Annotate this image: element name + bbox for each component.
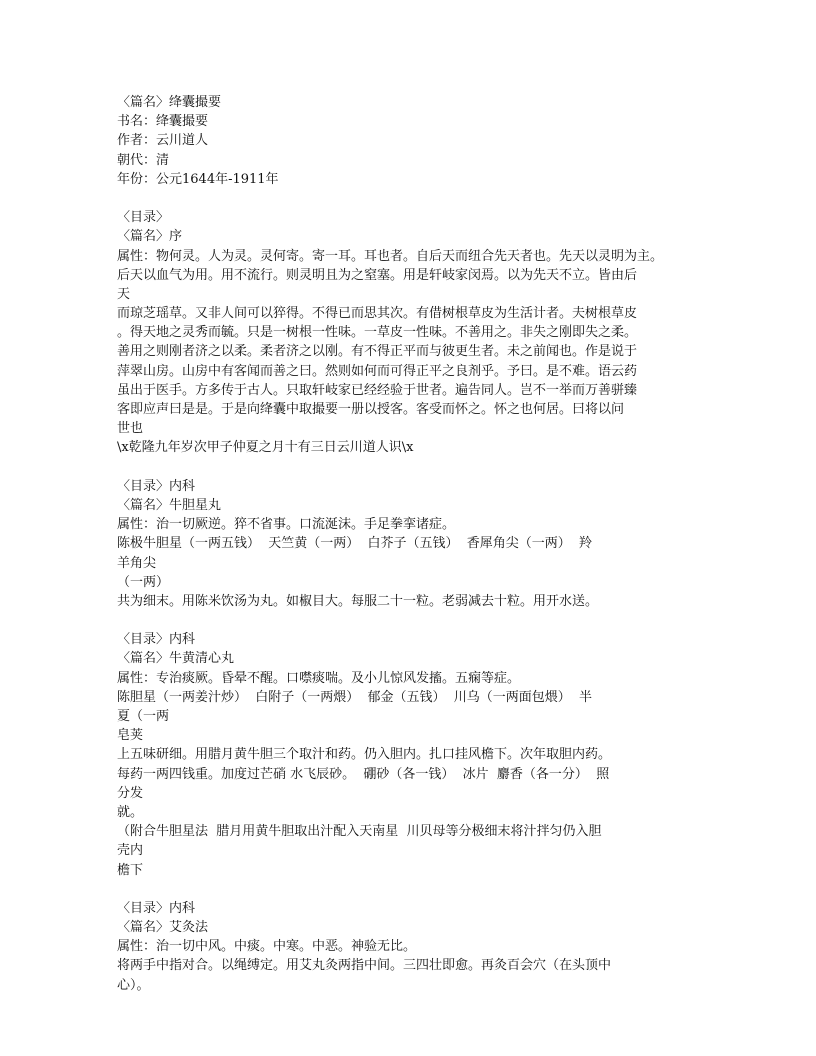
text-line: 夏（一两 bbox=[117, 709, 170, 724]
text-line: 属性：治一切中风。中痰。中寒。中恶。神验无比。 bbox=[117, 939, 417, 955]
text-line: 皂荚 bbox=[117, 728, 144, 744]
text-line: 每药一两四钱重。加度过芒硝 水飞辰砂。 硼砂（各一钱） 冰片 麝香（各一分） 照 bbox=[117, 766, 610, 782]
book-name: 书名：绛囊撮要 bbox=[117, 114, 209, 130]
text-line: 属性：专治痰厥。昏晕不醒。口噤痰喘。及小儿惊风发搐。五痫等症。 bbox=[117, 670, 521, 686]
text-line: 后天以血气为用。用不流行。则灵明且为之窒塞。用是轩岐家闵焉。以为先天不立。皆由后 bbox=[117, 267, 638, 283]
text-line: 陈极牛胆星（一两五钱） 天竺黄（一两） 白芥子（五钱） 香犀角尖（一两） 羚 bbox=[117, 536, 593, 552]
text-line: （一两） bbox=[117, 574, 170, 590]
years: 年份：公元1644年-1911年 bbox=[117, 171, 279, 187]
text-line: 就。 bbox=[117, 804, 144, 820]
catalog-label: 〈目录〉内科 bbox=[117, 632, 196, 648]
preface-section bbox=[117, 208, 717, 457]
chapter-title: 〈篇名〉牛胆星丸 bbox=[117, 497, 222, 513]
text-line: （附合牛胆星法 腊月用黄牛胆取出汁配入天南星 川贝母等分极细末将汁拌匀仍入胆 bbox=[117, 824, 602, 840]
text-line: 萍翠山房。山房中有客闻而善之曰。然则如何而可得正平之良剂乎。予曰。是不难。语云药 bbox=[117, 363, 638, 379]
text-line: 善用之则刚者济之以柔。柔者济之以刚。有不得正平而与彼更生者。未之前闻也。作是说于 bbox=[117, 344, 638, 360]
document-page bbox=[117, 93, 717, 995]
section-title: 〈篇名〉绛囊撮要 bbox=[117, 95, 222, 110]
catalog-label: 〈目录〉内科 bbox=[117, 478, 196, 494]
author: 作者：云川道人 bbox=[117, 133, 209, 149]
spacer bbox=[117, 611, 717, 630]
text-line: 天 bbox=[117, 286, 131, 302]
text-line: 陈胆星（一两姜汁炒） 白附子（一两煨） 郁金（五钱） 川乌（一两面包煨） 半 bbox=[117, 689, 593, 705]
section-niuhuang-qingxin-wan bbox=[117, 630, 717, 879]
text-line: 世也 bbox=[117, 421, 144, 437]
chapter-title: 〈篇名〉牛黄清心丸 bbox=[117, 651, 235, 667]
text-line: 将两手中指对合。以绳缚定。用艾丸灸两指中间。三四壮即愈。再灸百会穴（在头顶中 bbox=[117, 958, 612, 974]
text-line: 壳内 bbox=[117, 843, 144, 859]
text-line: 。得天地之灵秀而毓。只是一树根一性味。一草皮一性味。不善用之。非失之刚即失之柔。 bbox=[117, 325, 638, 341]
spacer bbox=[117, 880, 717, 899]
text-line: 属性：物何灵。人为灵。灵何寄。寄一耳。耳也者。自后天而纽合先天者也。先天以灵明为主。 bbox=[117, 248, 664, 264]
spacer bbox=[117, 458, 717, 477]
text-line: 檐下 bbox=[117, 862, 144, 878]
text-line: 虽出于医手。方多传于古人。只取轩岐家已经经验于世者。遍告同人。岂不一举而万善骈臻 bbox=[117, 382, 638, 398]
text-line: 羊角尖 bbox=[117, 555, 157, 571]
text-line: 而琼芝瑶草。又非人间可以猝得。不得已而思其次。有借树根草皮为生活计者。夫树根草皮 bbox=[117, 306, 638, 322]
text-line: 分发 bbox=[117, 785, 144, 801]
section-aijiu-fa bbox=[117, 899, 717, 995]
text-line: 共为细末。用陈米饮汤为丸。如椒目大。每服二十一粒。老弱减去十粒。用开水送。 bbox=[117, 593, 599, 609]
section-niudanxing-wan bbox=[117, 477, 717, 611]
catalog-label: 〈目录〉内科 bbox=[117, 900, 196, 916]
spacer bbox=[117, 189, 717, 208]
text-line: 心）。 bbox=[117, 977, 150, 993]
chapter-title: 〈篇名〉艾灸法 bbox=[117, 920, 209, 936]
dynasty: 朝代：清 bbox=[117, 152, 170, 168]
signature-line: \x乾隆九年岁次甲子仲夏之月十有三日云川道人识\x bbox=[117, 440, 414, 456]
text-line: 上五味研细。用腊月黄牛胆三个取汁和药。仍入胆内。扎口挂风檐下。次年取胆内药。 bbox=[117, 747, 612, 763]
text-line: 客即应声曰是是。于是向绛囊中取撮要一册以授客。客受而怀之。怀之也何居。曰将以问 bbox=[117, 402, 625, 417]
chapter-title: 〈篇名〉序 bbox=[117, 229, 183, 245]
catalog-label: 〈目录〉 bbox=[117, 210, 170, 226]
text-line: 属性：治一切厥逆。猝不省事。口流涎沫。手足拳挛诸症。 bbox=[117, 517, 456, 533]
